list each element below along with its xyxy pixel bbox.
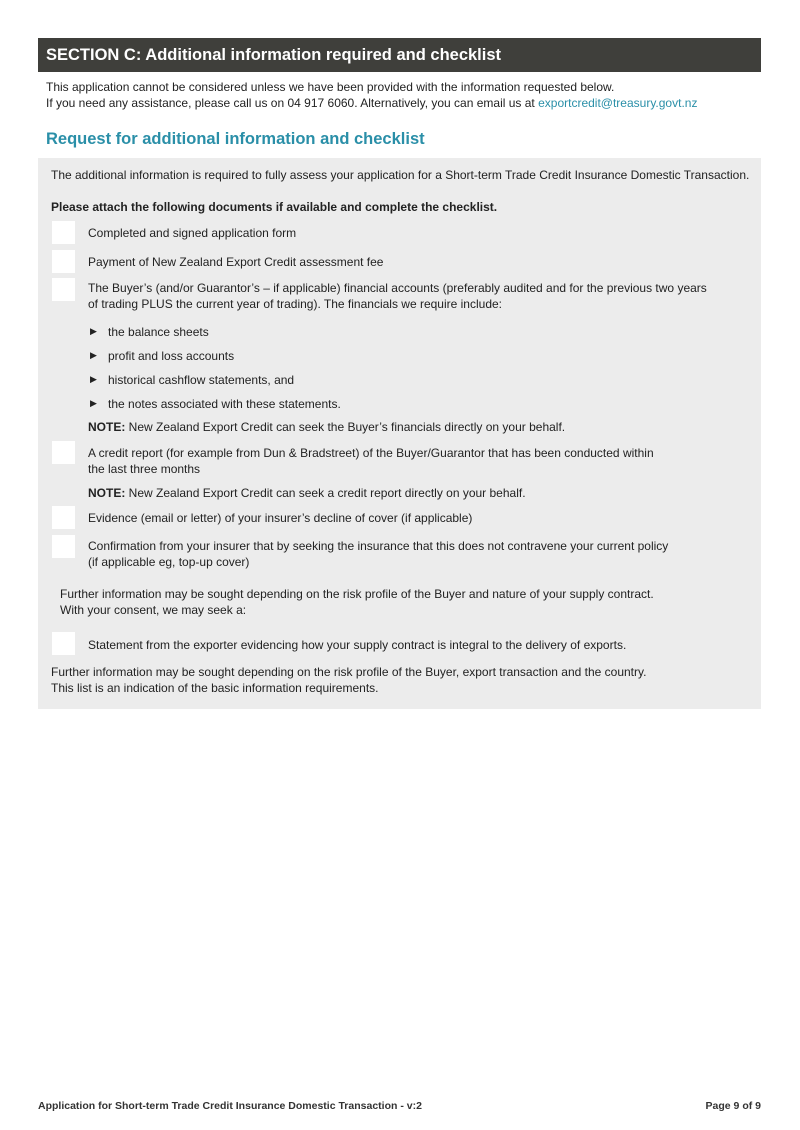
intro-line-1: This application cannot be considered unless we have been provided with the information requested below. [46,80,615,94]
checkbox-credit-report[interactable] [52,441,75,464]
bullet-item: historical cashflow statements, and [108,373,295,387]
subheading: Request for additional information and checklist [46,130,425,148]
item-financials-1: The Buyer’s (and/or Guarantor’s – if applicable) financial accounts (preferably audited and for the previous two years [88,281,707,295]
item-confirm-1: Confirmation from your insurer that by seeking the insurance that this does not contravene your current policy [88,539,669,553]
item-statement: Statement from the exporter evidencing how your supply contract is integral to the delivery of exports. [88,638,627,652]
instruction: Please attach the following documents if available and complete the checklist. [51,200,498,214]
note-label: NOTE: [88,486,126,500]
note-text: New Zealand Export Credit can seek the Buyer’s financials directly on your behalf. [125,420,566,434]
checklist-box [38,158,761,709]
checkbox-confirmation[interactable] [52,535,75,558]
checkbox-evidence[interactable] [52,506,75,529]
checkbox-statement[interactable] [52,632,75,655]
bullet-item: the notes associated with these statements. [108,397,341,411]
item-credit-1: A credit report (for example from Dun & Bradstreet) of the Buyer/Guarantor that has been conducted within [88,446,654,460]
email-link[interactable]: exportcredit@treasury.govt.nz [538,96,698,110]
intro-line-2 [46,96,697,110]
bullet-item: profit and loss accounts [108,349,235,363]
box-intro: The additional information is required to fully assess your application for a Short-term Trade Credit Insurance Domestic Transaction. [51,168,750,182]
item-credit-2: the last three months [88,462,201,476]
bullet-arrow-icon: ▶ [90,374,97,384]
further-2-line-1: Further information may be sought depending on the risk profile of the Buyer, export transaction and the country. [51,665,647,679]
section-header: SECTION C: Additional information required and checklist [38,38,761,72]
item-financials-2: of trading PLUS the current year of trading). The financials we require include: [88,297,502,311]
note-financials [88,419,565,435]
bullet-arrow-icon: ▶ [90,350,97,360]
bullet-arrow-icon: ▶ [90,398,97,408]
note-text: New Zealand Export Credit can seek a credit report directly on your behalf. [125,486,526,500]
item-evidence: Evidence (email or letter) of your insurer’s decline of cover (if applicable) [88,511,473,525]
checkbox-fee[interactable] [52,250,75,273]
checkbox-financials[interactable] [52,278,75,301]
note-label: NOTE: [88,420,126,434]
note-credit [88,485,526,501]
bullet-arrow-icon: ▶ [90,326,97,336]
further-1-line-1: Further information may be sought depending on the risk profile of the Buyer and nature of your supply contract. [60,587,654,601]
checkbox-application-form[interactable] [52,221,75,244]
intro-text: If you need any assistance, please call us on 04 917 6060. Alternatively, you can email us at [46,96,539,110]
item-confirm-2: (if applicable eg, top-up cover) [88,555,250,569]
further-2-line-2: This list is an indication of the basic information requirements. [51,681,379,695]
footer-title: Application for Short-term Trade Credit Insurance Domestic Transaction - v:2 [38,1100,422,1112]
page-number: Page 9 of 9 [705,1100,761,1112]
further-1-line-2: With your consent, we may seek a: [60,603,247,617]
item-fee: Payment of New Zealand Export Credit assessment fee [88,255,384,269]
bullet-item: the balance sheets [108,325,209,339]
item-application-form: Completed and signed application form [88,226,297,240]
